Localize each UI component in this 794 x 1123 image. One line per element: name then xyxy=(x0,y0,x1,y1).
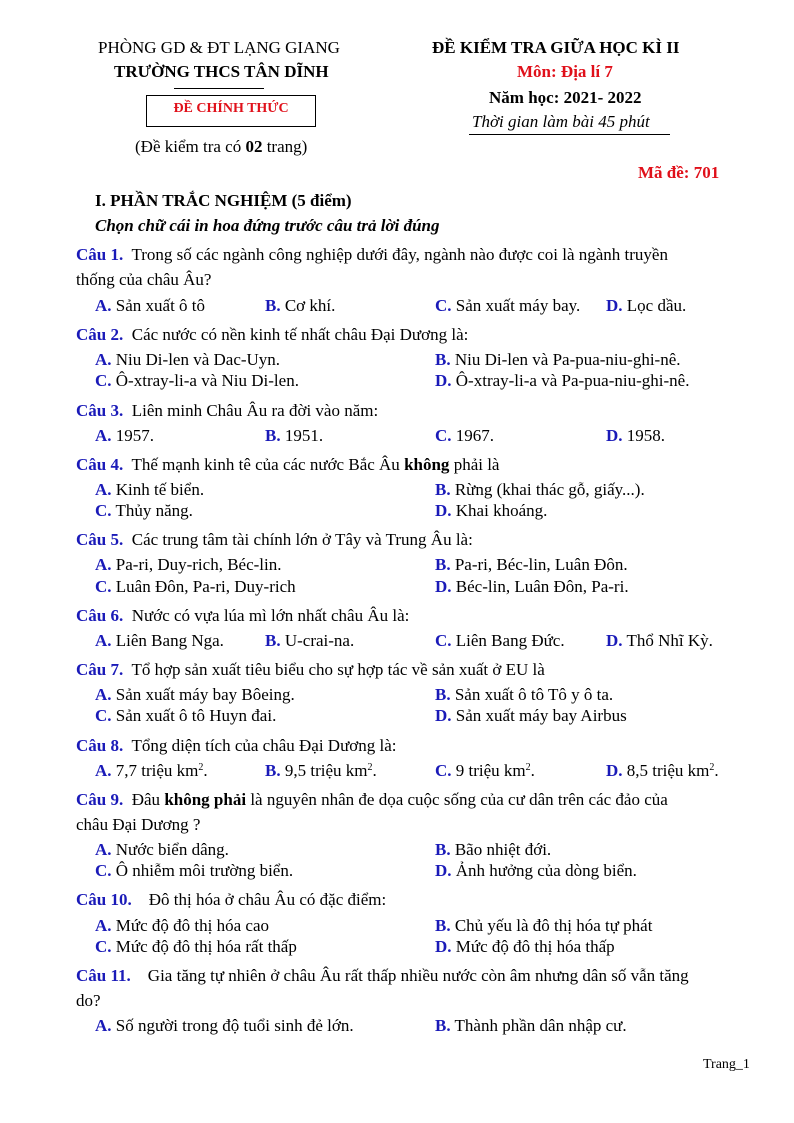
q7-option-a: A. Sản xuất máy bay Bôeing. xyxy=(95,685,295,704)
q1-option-d: D. Lọc dầu. xyxy=(606,296,687,315)
question-3 xyxy=(76,401,378,421)
exam-code: Mã đề: 701 xyxy=(638,163,720,182)
q5-option-a: A. Pa-ri, Duy-rich, Béc-lin. xyxy=(95,555,282,574)
question-1-cont: thống của châu Âu? xyxy=(76,270,212,289)
question-label: Câu 3. xyxy=(76,401,124,420)
q1-option-c: C. Sản xuất máy bay. xyxy=(435,296,581,315)
q2-option-d: D. Ô-xtray-li-a và Pa-pua-niu-ghi-nê. xyxy=(435,371,690,390)
question-1 xyxy=(76,245,668,265)
q2-option-a: A. Niu Di-len và Dac-Uyn. xyxy=(95,350,281,369)
question-text: Đô thị hóa ở châu Âu có đặc điểm: xyxy=(148,890,387,909)
q8-option-b: B. 9,5 triệu $km^2$. xyxy=(265,761,377,780)
question-2 xyxy=(76,325,468,345)
question-label: Câu 8. xyxy=(76,736,124,755)
q4-option-c: C. Thủy năng. xyxy=(95,501,193,520)
q3-option-c: C. 1967. xyxy=(435,426,495,445)
q1-option-a: A. Sản xuất ô tô xyxy=(95,296,206,315)
page-count-number: 02 xyxy=(245,137,263,156)
q9-option-a: A. Nước biển dâng. xyxy=(95,840,229,859)
question-label: Câu 9. xyxy=(76,790,124,809)
department-name: PHÒNG GD & ĐT LẠNG GIANG xyxy=(98,38,340,57)
q8-option-a: A. 7,7 triệu $km^2$. xyxy=(95,761,208,780)
page-count-suffix: trang) xyxy=(262,137,308,156)
section-instruction: Chọn chữ cái in hoa đứng trước câu trả lời đúng xyxy=(95,216,440,235)
q9-option-b: B. Bão nhiệt đới. xyxy=(435,840,552,859)
q1-option-b: B. Cơ khí. xyxy=(265,296,336,315)
question-label: Câu 6. xyxy=(76,606,124,625)
q10-option-a: A. Mức độ đô thị hóa cao xyxy=(95,916,269,935)
q5-option-b: B. Pa-ri, Béc-lin, Luân Đôn. xyxy=(435,555,628,574)
question-label: Câu 4. xyxy=(76,455,124,474)
q6-option-d: D. Thổ Nhĩ Kỳ. xyxy=(606,631,713,650)
question-text: Tổ hợp sản xuất tiêu biểu cho sự hợp tác về sản xuất ở EU là xyxy=(131,660,545,679)
q5-option-d: D. Béc-lin, Luân Đôn, Pa-ri. xyxy=(435,577,629,596)
q10-option-d: D. Mức độ đô thị hóa thấp xyxy=(435,937,615,956)
q3-option-b: B. 1951. xyxy=(265,426,324,445)
question-8 xyxy=(76,736,397,756)
q3-option-a: A. 1957. xyxy=(95,426,155,445)
official-label: ĐỀ CHÍNH THỨC xyxy=(173,101,289,116)
question-label: Câu 11. xyxy=(76,966,131,985)
question-label: Câu 1. xyxy=(76,245,124,264)
q7-option-c: C. Sản xuất ô tô Huyn đai. xyxy=(95,706,277,725)
question-6 xyxy=(76,606,409,626)
exam-title: ĐỀ KIỂM TRA GIỮA HỌC KÌ II xyxy=(432,38,680,57)
q6-option-b: B. U-crai-na. xyxy=(265,631,355,650)
question-text: Liên minh Châu Âu ra đời vào năm: xyxy=(131,401,379,420)
question-7 xyxy=(76,660,545,680)
school-year: Năm học: 2021- 2022 xyxy=(489,88,642,107)
page-count-note xyxy=(135,137,307,157)
question-9: Câu 9. Đâu không phải là nguyên nhân đe dọa cuộc sống của cư dân trên các đảo của xyxy=(76,790,668,809)
question-9-cont: châu Đại Dương ? xyxy=(76,815,201,834)
q9-option-d: D. Ảnh hưởng của dòng biển. xyxy=(435,861,637,880)
q9-option-c: C. Ô nhiễm môi trường biển. xyxy=(95,861,294,880)
section-title: I. PHẦN TRẮC NGHIỆM (5 điểm) xyxy=(95,191,352,210)
q4-option-a: A. Kinh tế biển. xyxy=(95,480,205,499)
question-label: Câu 7. xyxy=(76,660,124,679)
subject: Môn: Địa lí 7 xyxy=(517,62,613,81)
exam-duration: Thời gian làm bài 45 phút xyxy=(472,112,650,131)
q10-option-b: B. Chủ yếu là đô thị hóa tự phát xyxy=(435,916,653,935)
q10-option-c: C. Mức độ đô thị hóa rất thấp xyxy=(95,937,297,956)
q2-option-c: C. Ô-xtray-li-a và Niu Di-len. xyxy=(95,371,299,390)
q3-option-d: D. 1958. xyxy=(606,426,666,445)
question-text: Trong số các ngành công nghiệp dưới đây, ngành nào được coi là ngành truyền xyxy=(131,245,668,264)
duration-underline xyxy=(469,134,670,135)
q7-option-d: D. Sản xuất máy bay Airbus xyxy=(435,706,627,725)
q5-option-c: C. Luân Đôn, Pa-ri, Duy-rich xyxy=(95,577,296,596)
question-text: Tổng diện tích của châu Đại Dương là: xyxy=(131,736,397,755)
q4-option-d: D. Khai khoáng. xyxy=(435,501,548,520)
q7-option-b: B. Sản xuất ô tô Tô y ô ta. xyxy=(435,685,614,704)
q8-option-c: C. 9 triệu $km^2$. xyxy=(435,761,535,780)
page-number: Trang_1 xyxy=(703,1057,750,1072)
question-label: Câu 10. xyxy=(76,890,132,909)
question-text: Các trung tâm tài chính lớn ở Tây và Trung Âu là: xyxy=(131,530,473,549)
q4-option-b: B. Rừng (khai thác gỗ, giấy...). xyxy=(435,480,645,499)
school-underline xyxy=(174,88,264,89)
question-text: Nước có vựa lúa mì lớn nhất châu Âu là: xyxy=(131,606,410,625)
q11-option-b: B. Thành phần dân nhập cư. xyxy=(435,1016,627,1035)
question-10 xyxy=(76,890,386,910)
school-name: TRƯỜNG THCS TÂN DĨNH xyxy=(114,62,329,81)
page-count-prefix: (Đề kiểm tra có xyxy=(135,137,246,156)
question-text: Các nước có nền kinh tế nhất châu Đại Dương là: xyxy=(131,325,469,344)
q2-option-b: B. Niu Di-len và Pa-pua-niu-ghi-nê. xyxy=(435,350,681,369)
q6-option-a: A. Liên Bang Nga. xyxy=(95,631,224,650)
question-11-cont: do? xyxy=(76,991,101,1010)
question-text: Gia tăng tự nhiên ở châu Âu rất thấp nhiều nước còn âm nhưng dân số vẫn tăng xyxy=(147,966,689,985)
question-5 xyxy=(76,530,473,550)
q6-option-c: C. Liên Bang Đức. xyxy=(435,631,565,650)
question-label: Câu 5. xyxy=(76,530,124,549)
q11-option-a: A. Số người trong độ tuổi sinh đẻ lớn. xyxy=(95,1016,354,1035)
question-4: Câu 4. Thế mạnh kinh tê của các nước Bắc Âu không phải là xyxy=(76,455,500,474)
q8-option-d: D. 8,5 triệu $km^2$. xyxy=(606,761,719,780)
question-label: Câu 2. xyxy=(76,325,124,344)
question-11 xyxy=(76,966,689,986)
